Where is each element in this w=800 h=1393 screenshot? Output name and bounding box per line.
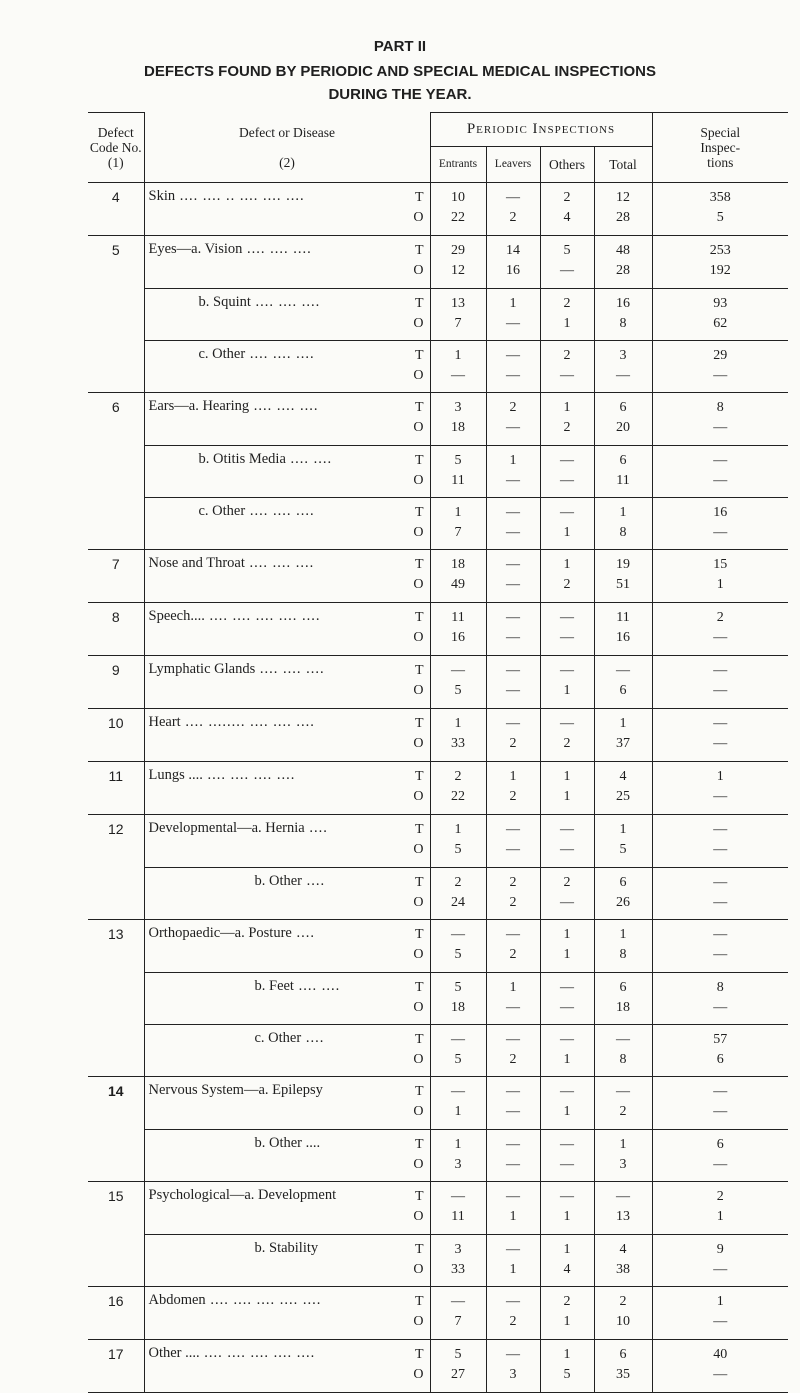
leavers-value: — 3 <box>486 1340 540 1393</box>
defect-code <box>88 1129 144 1182</box>
defects-table <box>88 112 788 1393</box>
table-row <box>88 920 788 973</box>
defect-code: 11 <box>88 762 144 815</box>
total-value: 4 25 <box>594 762 652 815</box>
type-markers: T O <box>413 1031 424 1067</box>
col-header-special: Special Inspec- tions <box>652 113 788 183</box>
table-row <box>88 709 788 762</box>
others-value: — — <box>540 1129 594 1182</box>
defect-name: Lungs .... .... .... .... .... <box>148 767 296 783</box>
special-value: 29 — <box>652 340 788 393</box>
special-value: 8 — <box>652 393 788 446</box>
defect-code <box>88 497 144 550</box>
table-row <box>88 1182 788 1235</box>
entrants-value: — 5 <box>430 920 486 973</box>
entrants-value: 11 16 <box>430 603 486 656</box>
total-value: 1 8 <box>594 497 652 550</box>
defect-code: 6 <box>88 393 144 446</box>
defect-name-cell <box>144 815 430 868</box>
total-value: 3 — <box>594 340 652 393</box>
defect-name-cell <box>144 709 430 762</box>
defect-name-cell <box>144 972 430 1024</box>
leavers-value: — — <box>486 815 540 868</box>
special-value: — — <box>652 815 788 868</box>
defect-code <box>88 1024 144 1077</box>
leavers-value: — — <box>486 497 540 550</box>
defect-code: 8 <box>88 603 144 656</box>
defect-name-cell <box>144 445 430 497</box>
leavers-value: — 2 <box>486 1287 540 1340</box>
defect-code <box>88 445 144 497</box>
defect-code: 10 <box>88 709 144 762</box>
special-value: 2 1 <box>652 1182 788 1235</box>
special-value: 93 62 <box>652 288 788 340</box>
special-value: 6 — <box>652 1129 788 1182</box>
special-value: — — <box>652 445 788 497</box>
type-markers: T O <box>413 663 424 698</box>
type-markers: T O <box>413 1136 424 1172</box>
others-value: 2 4 <box>540 183 594 236</box>
others-value: 2 — <box>540 340 594 393</box>
defect-name-cell <box>144 236 430 289</box>
defect-name-cell <box>144 1182 430 1235</box>
defect-name: Speech.... .... .... .... .... .... <box>148 608 321 624</box>
defect-name: Other .... .... .... .... .... .... <box>148 1345 316 1361</box>
table-row <box>88 445 788 497</box>
entrants-value: 5 27 <box>430 1340 486 1393</box>
others-value: — 1 <box>540 1077 594 1130</box>
defect-name: Eyes—a. Vision .... .... .... <box>148 241 312 257</box>
entrants-value: 2 24 <box>430 867 486 920</box>
total-value: 48 28 <box>594 236 652 289</box>
others-value: 1 1 <box>540 920 594 973</box>
type-markers: T O <box>413 716 424 751</box>
defect-code: 15 <box>88 1182 144 1235</box>
entrants-value: 3 18 <box>430 393 486 446</box>
total-value: 6 20 <box>594 393 652 446</box>
others-value: — — <box>540 972 594 1024</box>
defect-name: Psychological—a. Development <box>148 1187 337 1203</box>
type-markers: T O <box>413 452 424 488</box>
col-header-others: Others <box>540 147 594 183</box>
defect-code: 14 <box>88 1077 144 1130</box>
entrants-value: 1 7 <box>430 497 486 550</box>
defect-code: 13 <box>88 920 144 973</box>
defect-name: Ears—a. Hearing .... .... .... <box>148 398 319 414</box>
defect-code: 4 <box>88 183 144 236</box>
page-subtitle: DURING THE YEAR. <box>328 86 472 103</box>
entrants-value: — 7 <box>430 1287 486 1340</box>
defect-name: Heart .... ........ .... .... .... <box>148 714 315 730</box>
special-value: — — <box>652 920 788 973</box>
defect-code <box>88 972 144 1024</box>
special-value: 2 — <box>652 603 788 656</box>
defect-name: c. Other .... .... .... <box>198 345 315 362</box>
type-markers: T O <box>413 979 424 1015</box>
table-row <box>88 340 788 393</box>
others-value: 5 — <box>540 236 594 289</box>
defect-name: Orthopaedic—a. Posture .... <box>148 925 315 941</box>
defect-code <box>88 340 144 393</box>
defect-name: Abdomen .... .... .... .... .... <box>148 1292 322 1308</box>
total-value: 6 11 <box>594 445 652 497</box>
defect-name: Developmental—a. Hernia .... <box>148 820 328 836</box>
total-value: 12 28 <box>594 183 652 236</box>
others-value: 2 — <box>540 867 594 920</box>
col-header-disease: Defect or Disease (2) <box>144 113 430 183</box>
others-value: — 1 <box>540 1024 594 1077</box>
defect-code <box>88 288 144 340</box>
total-value: 4 38 <box>594 1234 652 1287</box>
type-markers: T O <box>413 1294 424 1329</box>
entrants-value: 1 5 <box>430 815 486 868</box>
entrants-value: 1 33 <box>430 709 486 762</box>
table-body <box>88 183 788 1393</box>
total-value: 2 10 <box>594 1287 652 1340</box>
leavers-value: — — <box>486 550 540 603</box>
type-markers: T O <box>413 243 424 278</box>
defect-code: 9 <box>88 656 144 709</box>
defect-code: 17 <box>88 1340 144 1393</box>
total-value: 6 35 <box>594 1340 652 1393</box>
leavers-value: 1 2 <box>486 762 540 815</box>
defect-name-cell <box>144 1129 430 1182</box>
defect-name: b. Squint .... .... .... <box>198 293 321 310</box>
type-markers: T O <box>413 822 424 857</box>
special-value: 40 — <box>652 1340 788 1393</box>
special-value: 16 — <box>652 497 788 550</box>
entrants-value: — 5 <box>430 656 486 709</box>
others-value: 1 2 <box>540 550 594 603</box>
entrants-value: 1 3 <box>430 1129 486 1182</box>
defect-name: Skin .... .... .. .... .... .... <box>148 188 305 204</box>
leavers-value: — — <box>486 656 540 709</box>
defect-name-cell <box>144 867 430 920</box>
special-value: 8 — <box>652 972 788 1024</box>
defect-name: Nervous System—a. Epilepsy <box>148 1082 323 1098</box>
defect-name: b. Feet .... .... <box>254 977 341 994</box>
col-header-entrants: Entrants <box>430 147 486 183</box>
total-value: 16 8 <box>594 288 652 340</box>
defect-name: b. Other .... <box>254 1134 321 1151</box>
leavers-value: — — <box>486 340 540 393</box>
entrants-value: 10 22 <box>430 183 486 236</box>
leavers-value: 1 — <box>486 972 540 1024</box>
table-row <box>88 1077 788 1130</box>
total-value: — 2 <box>594 1077 652 1130</box>
table-row <box>88 1234 788 1287</box>
leavers-value: — 2 <box>486 709 540 762</box>
defect-name-cell <box>144 1340 430 1393</box>
table-row <box>88 1024 788 1077</box>
col-header-periodic: Periodic Inspections <box>430 113 652 147</box>
total-value: — 6 <box>594 656 652 709</box>
special-value: 253 192 <box>652 236 788 289</box>
defect-name-cell <box>144 1024 430 1077</box>
special-value: — — <box>652 656 788 709</box>
table-row <box>88 1340 788 1393</box>
defect-name-cell <box>144 1077 430 1130</box>
special-value: — — <box>652 709 788 762</box>
defect-name-cell <box>144 603 430 656</box>
page-title: DEFECTS FOUND BY PERIODIC AND SPECIAL MEDICAL INSPECTIONS <box>144 63 656 80</box>
defect-code <box>88 867 144 920</box>
leavers-value: 2 — <box>486 393 540 446</box>
defect-name: c. Other .... <box>254 1029 325 1046</box>
table-row <box>88 497 788 550</box>
leavers-value: — 1 <box>486 1234 540 1287</box>
others-value: — 1 <box>540 1182 594 1235</box>
defect-code: 12 <box>88 815 144 868</box>
total-value: 11 16 <box>594 603 652 656</box>
table-row <box>88 183 788 236</box>
defect-name: Lymphatic Glands .... .... .... <box>148 661 325 677</box>
table-row <box>88 550 788 603</box>
defect-name-cell <box>144 340 430 393</box>
entrants-value: 1 — <box>430 340 486 393</box>
type-markers: T O <box>413 610 424 645</box>
type-markers: T O <box>413 1241 424 1277</box>
total-value: 19 51 <box>594 550 652 603</box>
total-value: — 13 <box>594 1182 652 1235</box>
defect-name-cell <box>144 1287 430 1340</box>
entrants-value: 2 22 <box>430 762 486 815</box>
others-value: 2 1 <box>540 288 594 340</box>
total-value: — 8 <box>594 1024 652 1077</box>
total-value: 1 37 <box>594 709 652 762</box>
type-markers: T O <box>413 1189 424 1224</box>
defect-name: b. Otitis Media .... .... <box>198 450 333 467</box>
table-row <box>88 603 788 656</box>
leavers-value: — — <box>486 1077 540 1130</box>
table-row <box>88 1129 788 1182</box>
leavers-value: — 2 <box>486 920 540 973</box>
total-value: 6 18 <box>594 972 652 1024</box>
special-value: 57 6 <box>652 1024 788 1077</box>
others-value: — 1 <box>540 656 594 709</box>
total-value: 1 3 <box>594 1129 652 1182</box>
defect-code <box>88 1234 144 1287</box>
special-value: 1 — <box>652 1287 788 1340</box>
part-heading: PART II <box>373 38 427 55</box>
total-value: 1 5 <box>594 815 652 868</box>
special-value: 1 — <box>652 762 788 815</box>
entrants-value: 5 11 <box>430 445 486 497</box>
total-value: 6 26 <box>594 867 652 920</box>
table-row <box>88 867 788 920</box>
special-value: 358 5 <box>652 183 788 236</box>
table-row <box>88 656 788 709</box>
others-value: — — <box>540 815 594 868</box>
others-value: 1 4 <box>540 1234 594 1287</box>
defect-code: 16 <box>88 1287 144 1340</box>
defect-name-cell <box>144 393 430 446</box>
type-markers: T O <box>413 927 424 962</box>
type-markers: T O <box>413 1347 424 1382</box>
defect-name-cell <box>144 183 430 236</box>
table-row <box>88 972 788 1024</box>
entrants-value: 29 12 <box>430 236 486 289</box>
others-value: — 2 <box>540 709 594 762</box>
others-value: 1 5 <box>540 1340 594 1393</box>
leavers-value: 2 2 <box>486 867 540 920</box>
special-value: — — <box>652 1077 788 1130</box>
others-value: 2 1 <box>540 1287 594 1340</box>
col-header-code: Defect Code No. (1) <box>88 113 144 183</box>
table-row <box>88 815 788 868</box>
defect-name-cell <box>144 288 430 340</box>
type-markers: T O <box>413 190 424 225</box>
leavers-value: — 2 <box>486 1024 540 1077</box>
leavers-value: — 2 <box>486 183 540 236</box>
others-value: — — <box>540 445 594 497</box>
col-header-total: Total <box>594 147 652 183</box>
leavers-value: — — <box>486 603 540 656</box>
entrants-value: 5 18 <box>430 972 486 1024</box>
defect-name: b. Stability <box>254 1239 319 1256</box>
defect-code: 7 <box>88 550 144 603</box>
defect-name-cell <box>144 920 430 973</box>
defect-name-cell <box>144 550 430 603</box>
type-markers: T O <box>413 504 424 540</box>
others-value: — 1 <box>540 497 594 550</box>
table-row <box>88 1287 788 1340</box>
others-value: — — <box>540 603 594 656</box>
table-row <box>88 393 788 446</box>
defect-name-cell <box>144 762 430 815</box>
type-markers: T O <box>413 400 424 435</box>
entrants-value: 13 7 <box>430 288 486 340</box>
type-markers: T O <box>413 1084 424 1119</box>
others-value: 1 2 <box>540 393 594 446</box>
type-markers: T O <box>413 769 424 804</box>
special-value: — — <box>652 867 788 920</box>
defect-name: c. Other .... .... .... <box>198 502 315 519</box>
type-markers: T O <box>413 347 424 383</box>
entrants-value: — 11 <box>430 1182 486 1235</box>
others-value: 1 1 <box>540 762 594 815</box>
table-row <box>88 762 788 815</box>
type-markers: T O <box>413 874 424 910</box>
leavers-value: 1 — <box>486 288 540 340</box>
special-value: 15 1 <box>652 550 788 603</box>
defect-name-cell <box>144 656 430 709</box>
entrants-value: — 1 <box>430 1077 486 1130</box>
defect-code: 5 <box>88 236 144 289</box>
type-markers: T O <box>413 557 424 592</box>
table-row <box>88 236 788 289</box>
total-value: 1 8 <box>594 920 652 973</box>
entrants-value: — 5 <box>430 1024 486 1077</box>
leavers-value: 14 16 <box>486 236 540 289</box>
leavers-value: — 1 <box>486 1182 540 1235</box>
defect-name-cell <box>144 497 430 550</box>
defect-name: Nose and Throat .... .... .... <box>148 555 315 571</box>
table-row <box>88 288 788 340</box>
special-value: 9 — <box>652 1234 788 1287</box>
type-markers: T O <box>413 295 424 331</box>
entrants-value: 3 33 <box>430 1234 486 1287</box>
defect-name: b. Other .... <box>254 872 326 889</box>
leavers-value: 1 — <box>486 445 540 497</box>
col-header-leavers: Leavers <box>486 147 540 183</box>
defect-name-cell <box>144 1234 430 1287</box>
entrants-value: 18 49 <box>430 550 486 603</box>
leavers-value: — — <box>486 1129 540 1182</box>
